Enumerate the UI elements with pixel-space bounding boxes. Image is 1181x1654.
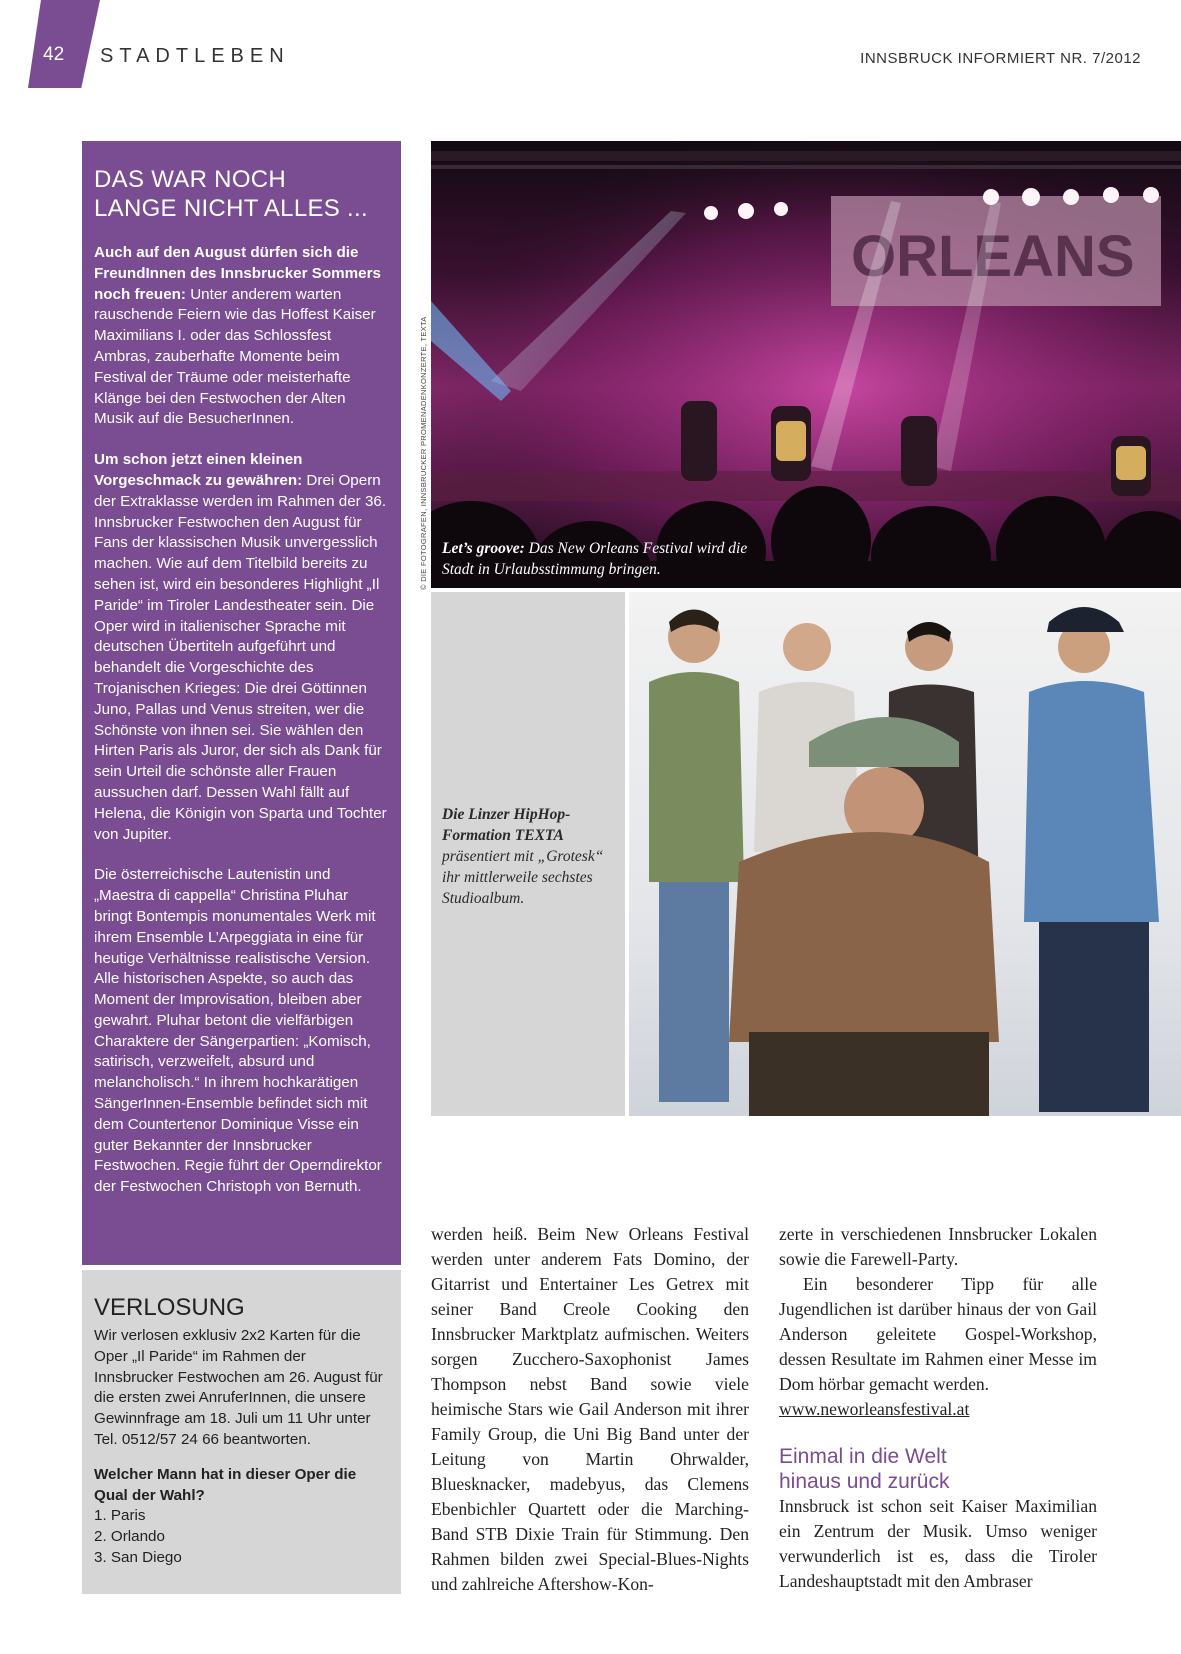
concert-photo-caption — [442, 538, 762, 580]
photo-credit: © DIE FOTOGRAFEN, INNSBRUCKER PROMENADENKONZERTE, TEXTA — [419, 316, 428, 590]
section-title: STADTLEBEN — [100, 45, 290, 67]
info-paragraph-1-text: Unter anderem warten rauschende Feiern wie das Hoffest Kaiser Maximilians I. oder das Schlossfest Ambras, zauberhafte Momente beim Festival der Träume oder meisterhafte Klänge bei den Festwochen der Alten Musik auf die BesucherInnen. — [94, 285, 376, 428]
article-column-2-text-2: Ein besonderer Tipp für alle Jugendlichen ist darüber hinaus der von Gail Anderson geleitete Gospel-Workshop, dessen Resultate im Rahmen einer Messe im Dom hörbar gemacht werden. — [779, 1274, 1097, 1394]
info-paragraph-1 — [94, 243, 389, 430]
article-subheading-line1: Einmal in die Welt — [779, 1445, 947, 1468]
raffle-options — [94, 1506, 389, 1568]
info-paragraph-3: Die österreichische Lautenistin und „Maestra di cappella“ Christina Pluhar bringt Bontempis monumentales Werk mit ihrem Ensemble L’Arpeggiata in eine für heutige Verhältnisse realistische Version. Alle historischen Aspekte, so auch das Moment der Improvisation, bleiben aber gewahrt. Pluhar betont die vielfärbigen Charaktere der Sängerpartien: „Komisch, satirisch, verzweifelt, absurd und melancholisch.“ In ihrem hochkarätigen SängerInnen-Ensemble befindet sich mit dem Countertenor Dominique Visse ein guter Bekannter der Innsbrucker Festwochen. Regie führt der Operndirektor der Festwochen Christoph von Bernuth. — [94, 866, 382, 1196]
raffle-option: 1. Paris — [94, 1507, 146, 1525]
raffle-title: VERLOSUNG — [94, 1294, 245, 1321]
page-number: 42 — [43, 44, 65, 65]
info-box — [82, 141, 401, 1265]
concert-photo-caption-lead: Let’s groove: — [442, 540, 525, 557]
band-photo-caption — [442, 804, 612, 909]
band-photo-caption-lead: Die Linzer HipHop-Formation TEXTA — [442, 806, 571, 844]
info-box-title — [94, 165, 389, 223]
raffle-option: 2. Orlando — [94, 1528, 165, 1546]
article-column-2 — [779, 1222, 1097, 1594]
article-column-2-text-1: zerte in verschiedenen Innsbrucker Lokalen sowie die Farewell-Party. — [779, 1224, 1097, 1269]
info-paragraph-2-text: Drei Opern der Extraklasse werden im Rahmen der 36. Innsbrucker Festwochen den August für Fans der klassischen Musik unvergesslich machen. Wie auf dem Titelbild bereits zu sehen ist, wird ein besonderes Highlight „Il Paride“ im Tiroler Landestheater sein. Die Oper wird in italienischer Sprache mit deutschen Übertiteln aufgeführt und behandelt die Vorgeschichte des Trojanischen Krieges: Die drei Göttinnen Juno, Pallas und Venus streiten, wer die Schönste von ihnen sei. Sie wählen den Hirten Paris als Juror, der sich als Dank für sein Urteil die schönste aller Frauen aussuchen darf. Dessen Wahl fällt auf Helena, die Königin von Sparta und Tochter von Jupiter. — [94, 471, 387, 843]
raffle-question: Welcher Mann hat in dieser Oper die Qual der Wahl? — [94, 1465, 357, 1504]
band-photo-caption-text: präsentiert mit „Grotesk“ ihr mittlerweile sechstes Studioalbum. — [442, 848, 604, 907]
article-column-1-text: werden heiß. Beim New Orleans Festival werden unter anderem Fats Domino, der Gitarrist und Entertainer Les Getrex mit seiner Band Creole Cooking den Innsbrucker Marktplatz aufmischen. Weiters sorgen Zucchero-Saxophonist James Thompson nebst Band sowie viele heimische Stars wie Gail Anderson mit ihrer Family Group, die Uni Big Band unter der Leitung von Martin Ohrwalder, Bluesknacker, madebyus, das Clemens Ebenbichler Quartett oder die Marching-Band STB Dixie Train für Stimmung. Den Rahmen bilden zwei Special-Blues-Nights und zahlreiche Aftershow-Kon- — [431, 1224, 749, 1594]
article-column-1 — [431, 1222, 749, 1597]
info-box-title-line2: LANGE NICHT ALLES ... — [94, 195, 368, 222]
raffle-box — [82, 1270, 401, 1594]
info-paragraph-2 — [94, 450, 389, 845]
concert-photo — [431, 141, 1181, 588]
festival-link[interactable]: www.neworleansfestival.at — [779, 1399, 970, 1419]
raffle-text: Wir verlosen exklusiv 2x2 Karten für die Oper „Il Paride“ im Rahmen der Innsbrucker Festwochen am 26. August für die ersten zwei AnruferInnen, die unsere Gewinnfrage am 18. Juli um 11 Uhr unter Tel. 0512/57 24 66 beantworten. — [94, 1327, 383, 1448]
raffle-option: 3. San Diego — [94, 1548, 182, 1566]
banner-text: ORLEANS — [851, 224, 1135, 289]
info-paragraph-2-lead: Um schon jetzt einen kleinen Vorgeschmack zu gewähren: — [94, 451, 303, 489]
band-photo — [629, 592, 1181, 1116]
info-box-title-line1: DAS WAR NOCH — [94, 166, 287, 193]
concert-photo-caption-text: Das New Orleans Festival wird die Stadt in Urlaubsstimmung bringen. — [442, 540, 748, 578]
article-subheading — [779, 1444, 1097, 1494]
issue-label: INNSBRUCK INFORMIERT NR. 7/2012 — [860, 50, 1141, 67]
article-subheading-line2: hinaus und zurück — [779, 1470, 950, 1493]
article-column-2-text-3: Innsbruck ist schon seit Kaiser Maximilian ein Zentrum der Musik. Umso weniger verwunderlich ist es, dass die Tiroler Landeshauptstadt mit den Ambraser — [779, 1496, 1097, 1591]
info-paragraph-1-lead: Auch auf den August dürfen sich die FreundInnen des Innsbrucker Sommers noch freuen: — [94, 244, 381, 303]
